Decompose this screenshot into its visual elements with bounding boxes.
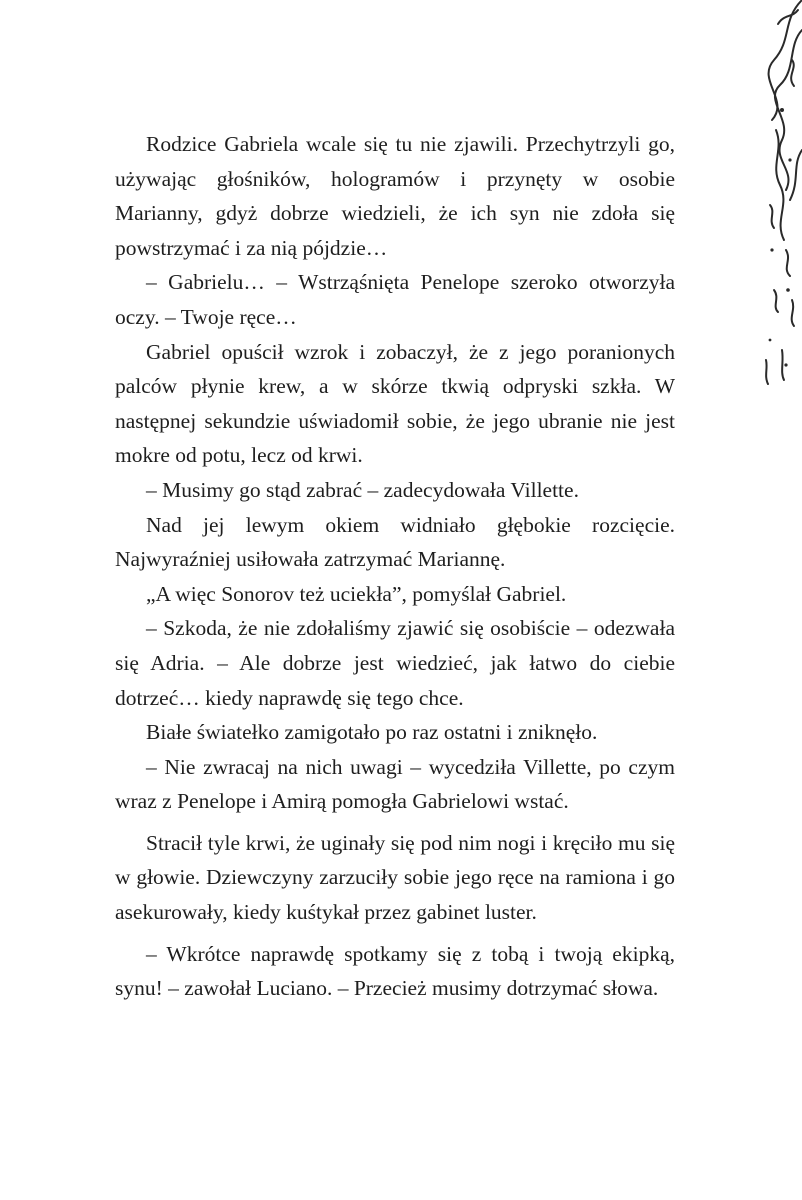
edge-ornament-illustration (762, 0, 802, 420)
paragraph-5: Nad jej lewym okiem widniało głębokie rozcięcie. Najwyraźniej usiłowała zatrzymać Mariannę. (115, 512, 675, 572)
paragraph-1: Rodzice Gabriela wcale się tu nie zjawili. Przechytrzyli go, używając głośników, hologramów i przynęty w osobie Marianny, gdyż dobrze wiedzieli, że ich syn nie zdoła się powstrzymać i za nią pójdzie… (115, 132, 675, 260)
paragraph-11: – Wkrótce naprawdę spotkamy się z tobą i twoją ekipką, synu! – zawołał Luciano. – Przecież musimy dotrzymać słowa. (115, 941, 675, 1001)
paragraph-9: – Nie zwracaj na nich uwagi – wycedziła Villette, po czym wraz z Penelope i Amirą pomogła Gabrielowi wstać. (115, 754, 675, 814)
paragraph-10: Stracił tyle krwi, że uginały się pod nim nogi i kręciło mu się w głowie. Dziewczyny zarzuciły sobie jego ręce na ramiona i go asekurowały, kiedy kuśtykał przez gabinet luster. (115, 830, 675, 925)
book-page-text (115, 127, 675, 1006)
paragraph-6: „A więc Sonorov też uciekła”, pomyślał Gabriel. (146, 581, 567, 606)
paragraph-2: – Gabrielu… – Wstrząśnięta Penelope szeroko otworzyła oczy. – Twoje ręce… (115, 270, 675, 329)
paragraph-8: Białe światełko zamigotało po raz ostatni i zniknęło. (146, 720, 598, 745)
paragraph-4: – Musimy go stąd zabrać – zadecydowała Villette. (146, 477, 579, 502)
paragraph-7: – Szkoda, że nie zdołaliśmy zjawić się osobiście – odezwała się Adria. – Ale dobrze jest wiedzieć, jak łatwo do ciebie dotrzeć… kiedy naprawdę się tego chce. (115, 616, 675, 710)
paragraph-3: Gabriel opuścił wzrok i zobaczył, że z jego poranionych palców płynie krew, a w skórze tkwią odpryski szkła. W następnej sekundzie uświadomił sobie, że jego ubranie nie jest mokre od potu, lecz od krwi. (115, 339, 675, 468)
